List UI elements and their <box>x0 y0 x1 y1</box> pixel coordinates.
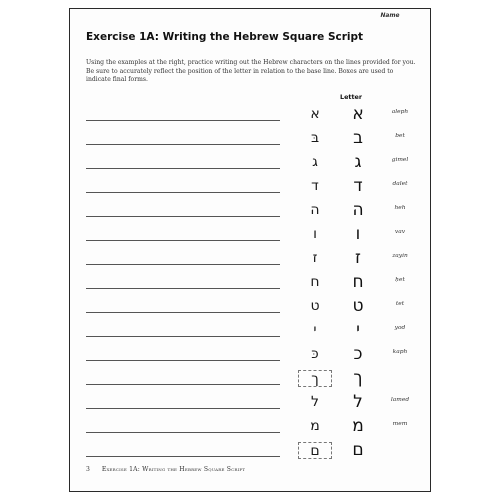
letter-glyph: ז <box>355 248 361 268</box>
practice-row-vav <box>86 225 416 245</box>
letter-glyph: ג <box>354 152 362 172</box>
writing-line[interactable] <box>86 216 280 217</box>
writing-line[interactable] <box>86 264 280 265</box>
practice-row-lamed <box>86 393 416 413</box>
stroke-example: ד <box>311 178 319 194</box>
letter-glyph: ו <box>355 224 361 244</box>
letter-glyph: ה <box>352 200 364 220</box>
writing-line[interactable] <box>86 288 280 289</box>
practice-row-bet <box>86 129 416 149</box>
letter-glyph: ד <box>353 176 363 196</box>
page-footer <box>86 466 245 473</box>
practice-row-yod <box>86 321 416 341</box>
letter-column-header: Letter <box>340 93 363 101</box>
letter-glyph: ב <box>353 128 363 148</box>
letter-name: heh <box>394 205 406 211</box>
stroke-example: ה <box>310 202 320 218</box>
writing-line[interactable] <box>86 408 280 409</box>
writing-line[interactable] <box>86 120 280 121</box>
practice-row-final-mem <box>86 441 416 461</box>
letter-glyph: מ <box>352 416 364 436</box>
practice-row-zayin <box>86 249 416 269</box>
practice-row-mem <box>86 417 416 437</box>
practice-row-dalet <box>86 177 416 197</box>
writing-line[interactable] <box>86 312 280 313</box>
letter-glyph: ך <box>353 368 363 388</box>
letter-name: yod <box>394 325 406 331</box>
stroke-example: ג <box>312 154 318 170</box>
stroke-example: ל <box>311 394 319 410</box>
stroke-example: א <box>310 106 320 122</box>
writing-line[interactable] <box>86 432 280 433</box>
practice-row-heh <box>86 201 416 221</box>
letter-glyph: א <box>352 104 364 124</box>
practice-row-het <box>86 273 416 293</box>
letter-glyph: ח <box>352 272 364 292</box>
writing-line[interactable] <box>86 240 280 241</box>
letter-glyph: י <box>356 320 360 340</box>
letter-glyph: ט <box>352 296 364 316</box>
name-column-header: Name <box>380 13 400 19</box>
letter-name: ḥet <box>395 277 405 283</box>
final-form-box: ך <box>298 370 332 387</box>
writing-line[interactable] <box>86 456 280 457</box>
stroke-example: ח <box>310 274 320 290</box>
stroke-example: ו <box>313 226 317 242</box>
writing-line[interactable] <box>86 144 280 145</box>
letter-glyph: ם <box>352 440 364 460</box>
practice-row-aleph <box>86 105 416 125</box>
workbook-page <box>69 8 431 492</box>
writing-line[interactable] <box>86 384 280 385</box>
practice-row-kaph <box>86 345 416 365</box>
letter-glyph: ל <box>353 392 363 412</box>
stroke-example: ז <box>312 250 318 266</box>
stroke-example: בּ <box>310 130 320 146</box>
stroke-example: ט <box>310 298 320 314</box>
writing-line[interactable] <box>86 192 280 193</box>
letter-name: gimel <box>391 157 409 163</box>
practice-row-tet <box>86 297 416 317</box>
letter-name: vav <box>394 229 406 235</box>
letter-name: zayin <box>392 253 408 259</box>
writing-line[interactable] <box>86 360 280 361</box>
stroke-example: י <box>313 322 317 338</box>
stroke-example: כּ <box>311 346 319 362</box>
letter-name: aleph <box>391 109 409 115</box>
letter-name: kaph <box>392 349 408 355</box>
letter-name: mem <box>392 421 408 427</box>
stroke-example: מ <box>310 418 320 434</box>
instructions: Using the examples at the right, practice writing out the Hebrew characters on the lines provided for you. Be sure to accurately reflect the position of the letter in relation to the base line. Boxes are used to indicate final forms. <box>86 59 416 84</box>
letter-name: lamed <box>390 397 410 403</box>
letter-name: tet <box>395 301 405 307</box>
writing-line[interactable] <box>86 336 280 337</box>
writing-line[interactable] <box>86 168 280 169</box>
letter-glyph: כ <box>353 344 363 364</box>
practice-row-final-kaph <box>86 369 416 389</box>
page-number: 3 <box>86 466 90 473</box>
running-footer-title: Exercise 1A: Writing the Hebrew Square Script <box>101 466 246 473</box>
exercise-title: Exercise 1A: Writing the Hebrew Square Script <box>86 31 364 43</box>
letter-name: dalet <box>392 181 408 187</box>
practice-row-gimel <box>86 153 416 173</box>
letter-name: bet <box>395 133 405 139</box>
final-form-box: ם <box>298 442 332 459</box>
